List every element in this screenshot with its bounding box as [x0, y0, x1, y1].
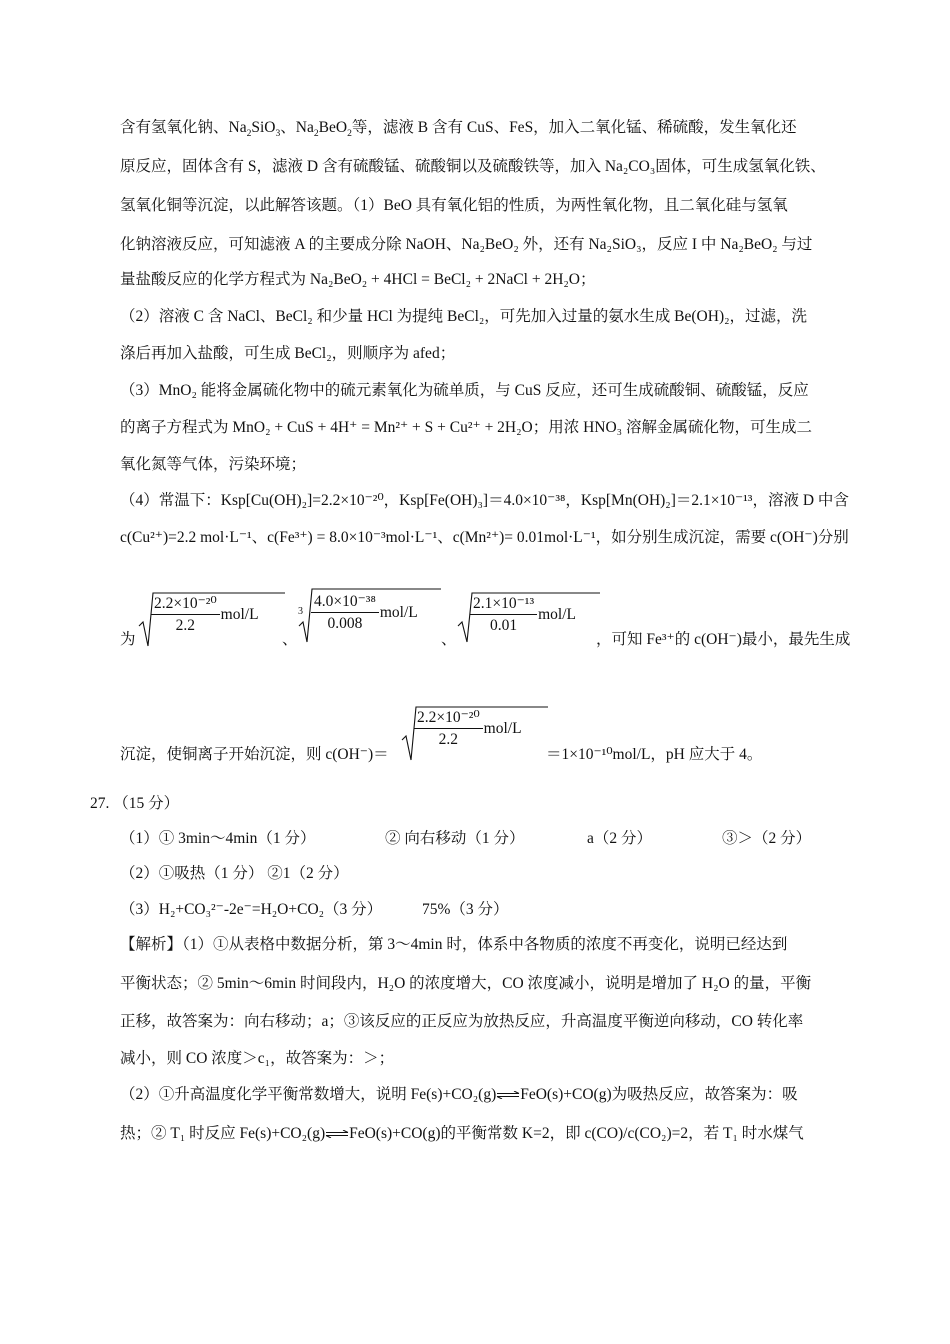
numerator: 4.0×10⁻³⁸	[311, 592, 379, 613]
answer-line: ② 向右移动（1 分）	[385, 830, 525, 847]
text-fragment: 沉淀，使铜离子开始沉淀，则 c(OH⁻)＝	[120, 746, 389, 763]
radical-expression	[293, 586, 443, 646]
text-fragment: BeO	[318, 119, 348, 136]
question-number: 27. （15 分）	[90, 795, 180, 812]
subscript: 2	[313, 128, 319, 140]
denominator: 2.2	[175, 617, 196, 634]
text-fragment: FeO(s)+CO(g)的平衡常数 K=2，即 c(CO)/c(CO₂)=2，若 T₁ 时水煤气	[349, 1125, 804, 1142]
subscript: 3	[275, 128, 281, 140]
text-line: 氢氧化铜等沉淀，以此解答该题。（1）BeO 具有氧化铝的性质，为两性氧化物，且二氧化硅与氢氧	[120, 197, 788, 214]
unit: mol/L	[379, 603, 418, 621]
text-fragment: ＝1×10⁻¹⁰mol/L，pH 应大于 4。	[546, 746, 763, 763]
text-line: 的离子方程式为 MnO₂ + CuS + 4H⁺ = Mn²⁺ + S + Cu²⁺ + 2H₂O；用浓 HNO₃ 溶解金属硫化物，可生成二	[120, 419, 812, 436]
denominator: 2.2	[438, 731, 459, 748]
text-line: （3）MnO₂ 能将金属硫化物中的硫元素氧化为硫单质，与 CuS 反应，还可生成硫酸铜、硫酸锰，反应	[120, 382, 809, 399]
text-line	[120, 1085, 798, 1105]
unit: mol/L	[538, 605, 576, 623]
text-fragment: 为	[120, 631, 136, 648]
fraction	[311, 592, 379, 633]
text-fragment: FeO(s)+CO(g)为吸热反应，故答案为：吸	[520, 1086, 798, 1103]
text-fragment: （2）①升高温度化学平衡常数增大，说明 Fe(s)+CO₂(g)	[120, 1086, 497, 1103]
text-fragment: 、Na	[280, 119, 314, 136]
fraction	[470, 594, 537, 635]
text-fragment: 、	[282, 631, 298, 648]
equilibrium-arrow-icon	[496, 1091, 520, 1099]
text-line: 化钠溶液反应，可知滤液 A 的主要成分除 NaOH、Na₂BeO₂ 外，还有 Na₂SiO₃，反应 I 中 Na₂BeO₂ 与过	[120, 236, 813, 253]
denominator: 0.01	[489, 617, 518, 634]
radical-expression	[137, 590, 287, 650]
equilibrium-arrow-icon	[325, 1130, 349, 1138]
text-line: 氧化氮等气体，污染环境；	[120, 456, 307, 473]
answer-line: ③＞（2 分）	[722, 830, 812, 847]
text-line: c(Cu²⁺)=2.2 mol·L⁻¹、c(Fe³⁺) = 8.0×10⁻³mol·L⁻¹、c(Mn²⁺)= 0.01mol·L⁻¹，如分别生成沉淀，需要 c(OH⁻)分别	[120, 529, 849, 546]
text-fragment: SiO	[251, 119, 276, 136]
text-fragment: ，可知 Fe³⁺的 c(OH⁻)最小，最先生成	[596, 631, 851, 648]
fraction	[151, 594, 220, 635]
answer-line: （3）H₂+CO₃²⁻-2e⁻=H₂O+CO₂（3 分）	[120, 901, 383, 918]
text-line: 原反应，固体含有 S，滤液 D 含有硫酸锰、硫酸铜以及硫酸铁等，加入 Na₂CO₃固体，可生成氢氧化铁、	[120, 158, 826, 175]
radical-expression	[454, 590, 604, 650]
radical-expression	[400, 704, 550, 764]
text-line: 量盐酸反应的化学方程式为 Na₂BeO₂ + 4HCl = BeCl₂ + 2NaCl + 2H₂O；	[120, 271, 596, 288]
text-line: 正移，故答案为：向右移动；a；③该反应的正反应为放热反应，升高温度平衡逆向移动，CO 转化率	[120, 1013, 804, 1030]
unit: mol/L	[220, 605, 259, 623]
text-fragment: 等，滤液 B 含有 CuS、FeS，加入二氧化锰、稀硫酸，发生氧化还	[351, 119, 797, 136]
text-fragment: 含有氢氧化钠、Na	[120, 119, 247, 136]
text-line: 平衡状态；② 5min～6min 时间段内，H₂O 的浓度增大，CO 浓度减小，说明是增加了 H₂O 的量，平衡	[120, 975, 812, 992]
fraction	[414, 708, 483, 749]
answer-line: a（2 分）	[587, 830, 653, 847]
numerator: 2.2×10⁻²⁰	[414, 708, 483, 729]
numerator: 2.1×10⁻¹³	[470, 594, 537, 615]
text-line: 减小，则 CO 浓度＞c₁，故答案为：＞；	[120, 1050, 395, 1067]
text-line: （4）常温下：Ksp[Cu(OH)₂]=2.2×10⁻²⁰，Ksp[Fe(OH)₃]＝4.0×10⁻³⁸，Ksp[Mn(OH)₂]＝2.1×10⁻¹³，溶液 D 中含	[120, 492, 849, 509]
text-line: 【解析】（1）①从表格中数据分析，第 3～4min 时，体系中各物质的浓度不再变化，说明已经达到	[120, 936, 788, 953]
answer-line: （1）① 3min～4min（1 分）	[120, 830, 316, 847]
text-line	[120, 118, 797, 138]
text-line: （2）溶液 C 含 NaCl、BeCl₂ 和少量 HCl 为提纯 BeCl₂，可先加入过量的氨水生成 Be(OH)₂，过滤，洗	[120, 308, 808, 325]
subscript: 2	[246, 128, 252, 140]
text-line: 涤后再加入盐酸，可生成 BeCl₂，则顺序为 afed；	[120, 345, 456, 362]
text-fragment: 、	[441, 631, 457, 648]
numerator: 2.2×10⁻²⁰	[151, 594, 220, 615]
denominator: 0.008	[327, 615, 363, 632]
answer-line: （2）①吸热（1 分） ②1（2 分）	[120, 865, 349, 882]
root-index: 3	[298, 606, 303, 617]
unit: mol/L	[483, 719, 522, 737]
text-fragment: 热；② T₁ 时反应 Fe(s)+CO₂(g)	[120, 1125, 326, 1142]
answer-line: 75%（3 分）	[422, 901, 509, 918]
subscript: 2	[347, 128, 352, 140]
text-line	[120, 1124, 804, 1144]
